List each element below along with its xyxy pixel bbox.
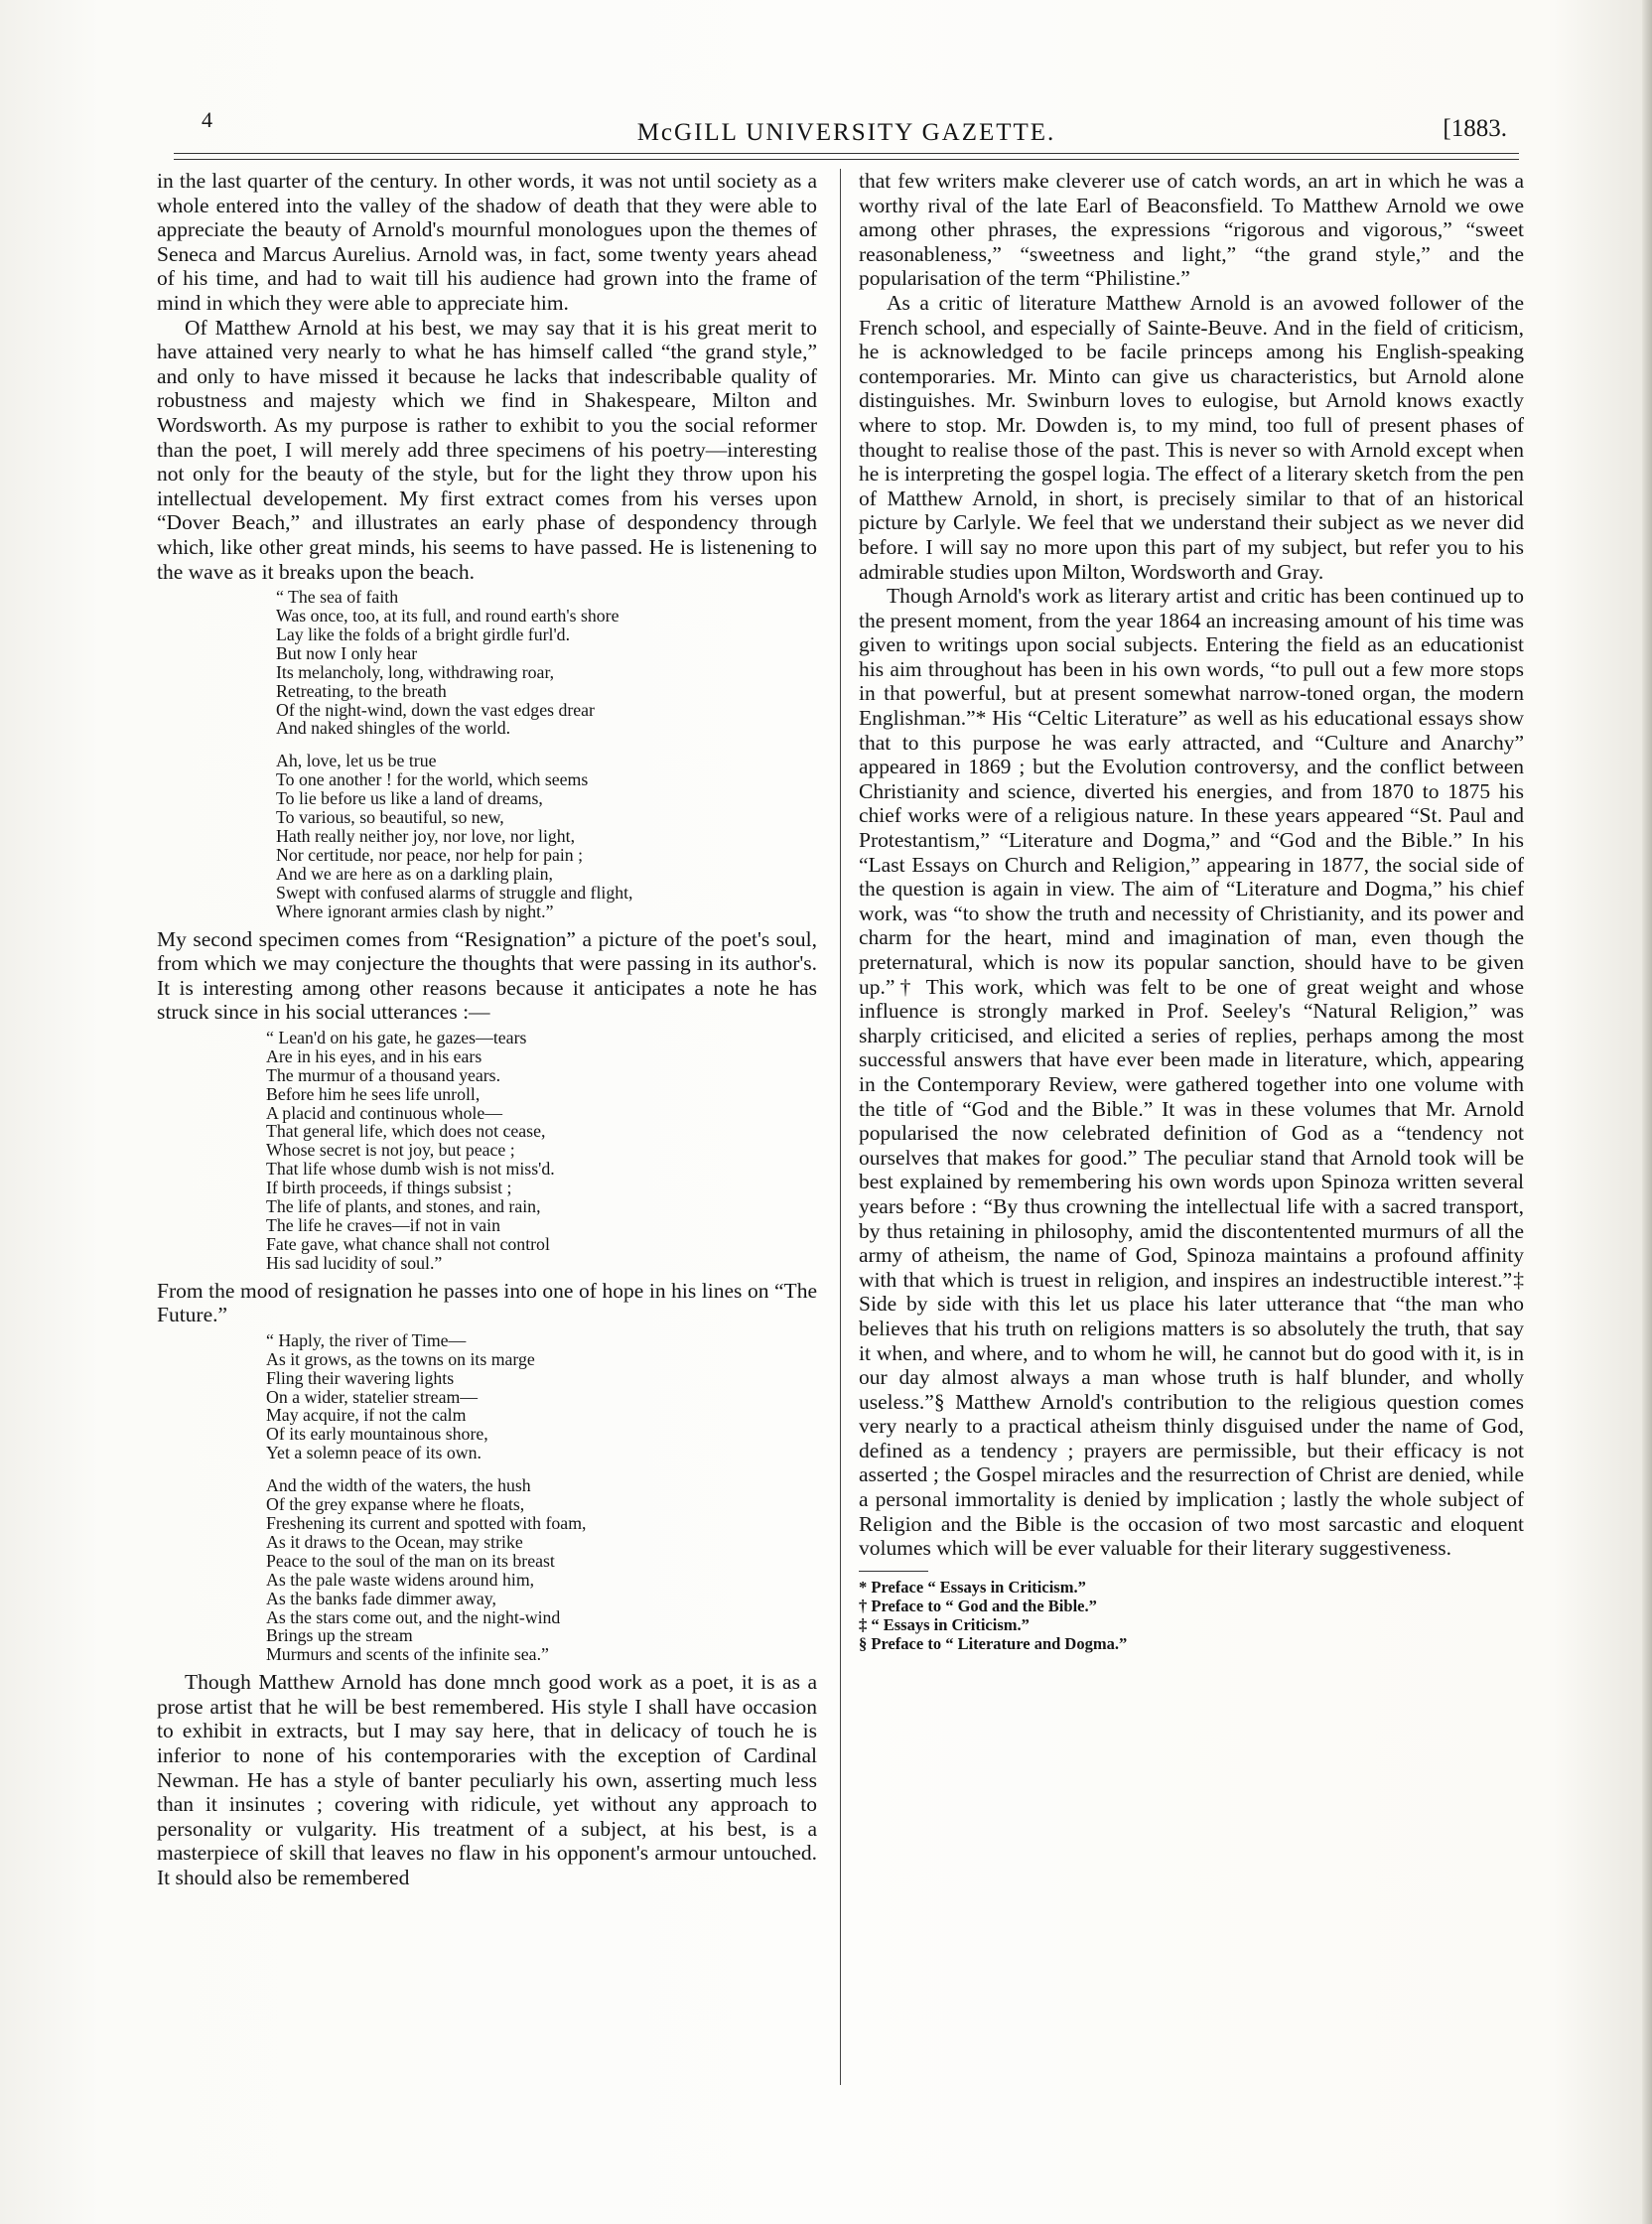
paragraph: Though Arnold's work as literary artist and critic has been continued up to the present moment, from the year 1864 an increasing amount of his time was given to writings upon social subjects. Entering the field as an educationist his aim throughout has been in his own words, “to pull out a few more stops in that powerful, but at present somewhat narrow-toned organ, the modern Englishman.”* His “Celtic Literature” as well as his educational essays show that to this purpose he was early attracted, and “Culture and Anarchy” appeared in 1869 ; but the Evolution controversy, and the conflict between Christianity and science, diverted his energies, and from 1870 to 1875 his chief works were of a religious nature. In these years appeared “St. Paul and Protestantism,” “Literature and Dogma,” and “God and the Bible.” In his “Last Essays on Church and Religion,” appearing in 1877, the social side of the question is again in view. The aim of “Literature and Dogma,” his chief work, was “to show the truth and necessity of Christianity, and its power and charm for the heart, mind and imagination of man, even though the preternatural, which is now its popular sanction, should have to be given up.”† This work, which was felt to be one of great weight and whose influence is strongly marked in Prof. Seeley's “Natural Religion,” was sharply criticised, and elicited a series of replies, perhaps among the most successful answers that have ever been made in literature, which, appearing in the Contemporary Review, were gathered together into one volume with the title of “God and the Bible.” It was in these volumes that Mr. Arnold popularised the now celebrated definition of God as a “tendency not ourselves that makes for good.” The peculiar stand that Arnold took will be best explained by remembering his own words upon Spinoza written several years before : “By thus crowning the intellectual life with a sacred transport, by thus retaining in philosophy, amid the discontentented murmurs of all the army of atheism, the name of God, Spinoza maintains a profound affinity with that which is truest in religion, and inspires an indestructible interest.”‡ Side by side with this let us place his later utterance that “the man who believes that his truth on religions matters is so absolutely the truth, that say it when, and where, and to whom he will, he cannot but do good with it, is in our day almost always a man whose truth is half blunder, and wholly useless.”§ Matthew Arnold's contribution to the religious question comes very nearly to a practical atheism thinly disguised under the name of God, defined as a tendency ; prayers are permissible, but their efficacy is not asserted ; the Gospel miracles and the resurrection of Christ are denied, while a personal immortality is denied by implication ; lastly the whole subject of Religion and the Bible is the occasion of two most sarcastic and eloquent volumes which will be ever valuable for their literary suggestiveness.	[859, 584, 1524, 1561]
poem-stanza	[266, 1331, 817, 1462]
footnote-rule	[859, 1571, 928, 1572]
poem-line: Hath really neither joy, nor love, nor light,	[276, 825, 576, 846]
poem-line: Fate gave, what chance shall not control	[266, 1233, 550, 1254]
poem-line: And we are here as on a darkling plain,	[276, 863, 553, 884]
poem-line: And naked shingles of the world.	[276, 718, 511, 739]
poem-line: Of its early mountainous shore,	[266, 1424, 488, 1445]
poem-line: Of the grey expanse where he floats,	[266, 1494, 525, 1515]
poem-line: Yet a solemn peace of its own.	[266, 1443, 482, 1463]
page-edge	[1642, 0, 1652, 2224]
left-column	[157, 169, 817, 1890]
paragraph: in the last quarter of the century. In other words, it was not until society as a whole entered into the valley of the shadow of death that they were able to appreciate the beauty of Arnold's mournful monologues upon the themes of Seneca and Marcus Aurelius. Arnold was, in fact, some twenty years ahead of his time, and had to wait till his audience had grown into the frame of mind in which they were able to appreciate him.	[157, 169, 817, 315]
poem-resignation	[266, 1029, 817, 1273]
poem-line: As the stars come out, and the night-wind	[266, 1606, 561, 1627]
poem-line: A placid and continuous whole—	[266, 1102, 503, 1123]
poem-line: Murmurs and scents of the infinite sea.”	[266, 1644, 549, 1665]
poem-line: Brings up the stream	[266, 1625, 413, 1646]
poem-stanza	[276, 752, 817, 920]
header-rule-secondary	[174, 159, 1519, 160]
poem-line: Peace to the soul of the man on its breast	[266, 1550, 555, 1571]
poem-line: Fling their wavering lights	[266, 1367, 455, 1388]
poem-line: That life whose dumb wish is not miss'd.	[266, 1159, 555, 1180]
poem-dover-beach	[276, 588, 817, 920]
poem-line: To lie before us like a land of dreams,	[276, 788, 543, 809]
poem-stanza	[266, 1476, 817, 1664]
paragraph: From the mood of resignation he passes into one of hope in his lines on “The Future.”	[157, 1278, 817, 1327]
poem-line: The life he craves—if not in vain	[266, 1214, 501, 1235]
poem-line: The life of plants, and stones, and rain,	[266, 1196, 541, 1217]
page-header	[174, 107, 1519, 147]
poem-stanza	[266, 1029, 817, 1273]
poem-line: The murmur of a thousand years.	[266, 1064, 501, 1085]
page-number: 4	[202, 107, 212, 132]
publication-title: McGILL UNIVERSITY GAZETTE.	[636, 119, 1056, 146]
poem-line: Its melancholy, long, withdrawing roar,	[276, 661, 555, 682]
footnotes	[859, 1578, 1524, 1653]
poem-line: Retreating, to the breath	[276, 680, 447, 701]
poem-line: Nor certitude, nor peace, nor help for pain ;	[276, 844, 584, 865]
poem-line: As it grows, as the towns on its marge	[266, 1348, 535, 1369]
poem-line: To various, so beautiful, so new,	[276, 807, 504, 828]
poem-line: “ Haply, the river of Time—	[266, 1329, 467, 1350]
poem-line: As it draws to the Ocean, may strike	[266, 1531, 523, 1552]
issue-year: [1883.	[1443, 115, 1507, 142]
poem-line: Of the night-wind, down the vast edges drear	[276, 699, 595, 720]
right-column	[859, 169, 1524, 1653]
footnote: * Preface “ Essays in Criticism.”	[859, 1577, 1086, 1597]
poem-stanza	[276, 588, 817, 738]
poem-line: Ah, love, let us be true	[276, 751, 437, 771]
poem-line: Whose secret is not joy, but peace ;	[266, 1140, 515, 1161]
poem-line: His sad lucidity of soul.”	[266, 1252, 443, 1273]
poem-line: Are in his eyes, and in his ears	[266, 1045, 482, 1066]
poem-line: “ Lean'd on his gate, he gazes—tears	[266, 1027, 527, 1047]
poem-line: Where ignorant armies clash by night.”	[276, 901, 554, 921]
poem-line: Lay like the folds of a bright girdle furl'd.	[276, 624, 571, 644]
paragraph: that few writers make cleverer use of catch words, an art in which he was a worthy rival of the late Earl of Beaconsfield. To Matthew Arnold we owe among other phrases, the expressions “rigorous and vigorous,” “sweet reasonableness,” “sweetness and light,” “the grand style,” and the popularisation of the term “Philistine.”	[859, 169, 1524, 291]
paragraph: My second specimen comes from “Resignation” a picture of the poet's soul, from which we may conjecture the thoughts that were passing in its author's. It is interesting among other reasons because it anticipates a note he has struck since in his social utterances :—	[157, 926, 817, 1025]
poem-line: Before him he sees life unroll,	[266, 1083, 481, 1104]
poem-line: As the banks fade dimmer away,	[266, 1588, 496, 1608]
poem-line: Was once, too, at its full, and round earth's shore	[276, 606, 620, 626]
footnote: † Preface to “ God and the Bible.”	[859, 1596, 1097, 1615]
poem-line: May acquire, if not the calm	[266, 1405, 467, 1426]
paragraph: Though Matthew Arnold has done mnch good work as a poet, it is as a prose artist that he will be best remembered. His style I shall have occasion to exhibit in extracts, but I may say here, that in delicacy of touch he is inferior to none of his contemporaries with the exception of Cardinal Newman. He has a style of banter peculiarly his own, asserting much less than it insinutes ; covering with ridicule, yet without any approach to personality or vulgarity. His treatment of a subject, at his best, is a masterpiece of skill that leaves no flaw in his opponent's armour untouched. It should also be remembered	[157, 1670, 817, 1889]
poem-line: Swept with confused alarms of struggle and flight,	[276, 882, 633, 903]
poem-line: Freshening its current and spotted with foam,	[266, 1513, 587, 1533]
footnote: ‡ “ Essays in Criticism.”	[859, 1614, 1030, 1634]
column-divider	[840, 169, 841, 2085]
poem-line: That general life, which does not cease,	[266, 1121, 546, 1142]
header-rule	[174, 153, 1519, 154]
poem-line: On a wider, statelier stream—	[266, 1386, 479, 1407]
footnote: § Preface to “ Literature and Dogma.”	[859, 1633, 1128, 1653]
poem-line: If birth proceeds, if things subsist ;	[266, 1178, 512, 1198]
poem-line: But now I only hear	[276, 642, 418, 663]
poem-line: “ The sea of faith	[276, 587, 399, 608]
poem-line: As the pale waste widens around him,	[266, 1569, 535, 1590]
poem-line: And the width of the waters, the hush	[266, 1475, 531, 1496]
paragraph: Of Matthew Arnold at his best, we may say that it is his great merit to have attained very nearly to what he has himself called “the grand style,” and only to have missed it because he lacks that indescribable quality of robustness and majesty which we find in Shakespeare, Milton and Wordsworth. As my purpose is rather to exhibit to you the social reformer than the poet, I will merely add three specimens of his poetry—interesting not only for the beauty of the style, but for the light they throw upon his intellectual developement. My first extract comes from his verses upon “Dover Beach,” and illustrates an early phase of despondency through which, like other great minds, his seems to have passed. He is listenening to the wave as it breaks upon the beach.	[157, 315, 817, 584]
paragraph: As a critic of literature Matthew Arnold is an avowed follower of the French school, and especially of Sainte-Beuve. And in the field of criticism, he is acknowledged to be facile princeps among his English-speaking contemporaries. Mr. Minto can give us characteristics, but Arnold alone distinguishes. Mr. Swinburn loves to eulogise, but Arnold knows exactly where to stop. Mr. Dowden is, to my mind, too full of present phases of thought to realise those of the past. This is never so with Arnold except when he is interpreting the gospel logia. The effect of a literary sketch from the pen of Matthew Arnold, in short, is precisely similar to that of an historical picture by Carlyle. We feel that we understand their subject as we never did before. I will say no more upon this part of my subject, but refer you to his admirable studies upon Milton, Wordsworth and Gray.	[859, 290, 1524, 584]
poem-the-future	[266, 1331, 817, 1664]
poem-line: To one another ! for the world, which seems	[276, 769, 589, 790]
